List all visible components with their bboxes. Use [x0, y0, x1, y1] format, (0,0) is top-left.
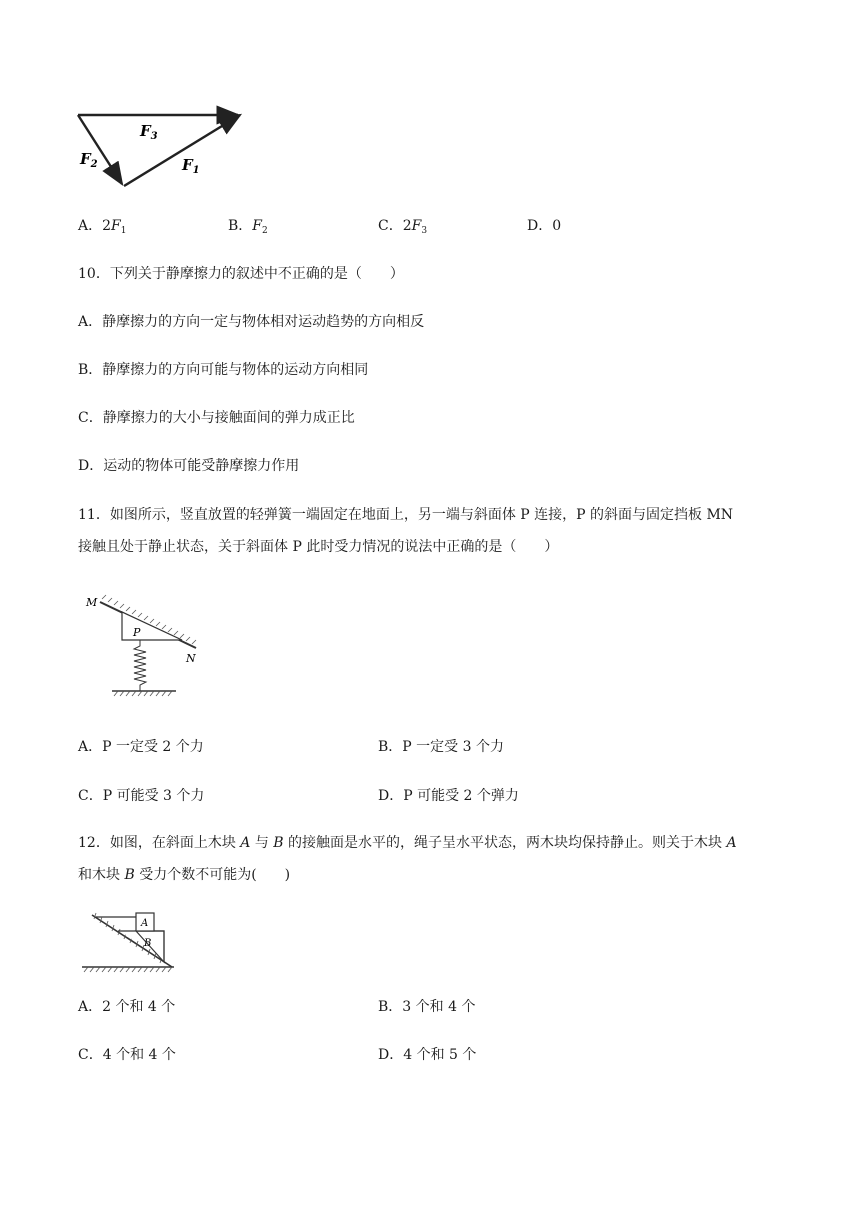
q10-option-c: C．静摩擦力的大小与接触面间的弹力成正比: [78, 410, 355, 426]
q12-option-d: D．4 个和 5 个: [378, 1047, 477, 1063]
q10-stem: 10．下列关于静摩擦力的叙述中不正确的是（ ）: [78, 266, 404, 282]
q12-stem-line1: 12．如图，在斜面上木块 A 与 B 的接触面是水平的，绳子呈水平状态，两木块均保持静止。则关于木块 A: [78, 835, 737, 851]
label-f2: $F_2$: [80, 150, 98, 170]
q9-option-c: C．$2F_3$: [378, 218, 428, 236]
q12-option-a: A．2 个和 4 个: [78, 999, 176, 1015]
q11-stem-line1: 11．如图所示，竖直放置的轻弹簧一端固定在地面上，另一端与斜面体 P 连接，P 的斜面与固定挡板 MN: [78, 507, 734, 523]
q10-option-b: B．静摩擦力的方向可能与物体的运动方向相同: [78, 362, 369, 378]
incline-blocks-figure: [78, 905, 178, 977]
q11-option-c: C．P 可能受 3 个力: [78, 788, 205, 804]
q11-option-a: A．P 一定受 2 个力: [78, 739, 204, 755]
label-b: B: [144, 938, 152, 949]
q9-option-b: B．$F_2$: [228, 218, 268, 236]
q12-option-b: B．3 个和 4 个: [378, 999, 476, 1015]
q9-option-a: A．$2F_1$: [78, 218, 127, 236]
q11-option-d: D．P 可能受 2 个弹力: [378, 788, 519, 804]
spring-incline-figure: [78, 590, 218, 705]
q9-option-d: D．0: [527, 218, 562, 234]
q10-option-d: D．运动的物体可能受静摩擦力作用: [78, 458, 300, 474]
q10-option-a: A．静摩擦力的方向一定与物体相对运动趋势的方向相反: [78, 314, 425, 330]
label-f3: $F_3$: [140, 122, 158, 142]
force-triangle-figure: [70, 100, 250, 195]
q12-option-c: C．4 个和 4 个: [78, 1047, 176, 1063]
label-a: A: [141, 918, 149, 929]
label-f1: $F_1$: [182, 156, 200, 176]
label-p: P: [133, 626, 141, 639]
label-n: N: [186, 652, 196, 665]
q11-stem-line2: 接触且处于静止状态，关于斜面体 P 此时受力情况的说法中正确的是（ ）: [78, 539, 559, 555]
q11-option-b: B．P 一定受 3 个力: [378, 739, 504, 755]
q12-stem-line2: 和木块 B 受力个数不可能为( ): [78, 867, 291, 883]
label-m: M: [86, 596, 98, 609]
